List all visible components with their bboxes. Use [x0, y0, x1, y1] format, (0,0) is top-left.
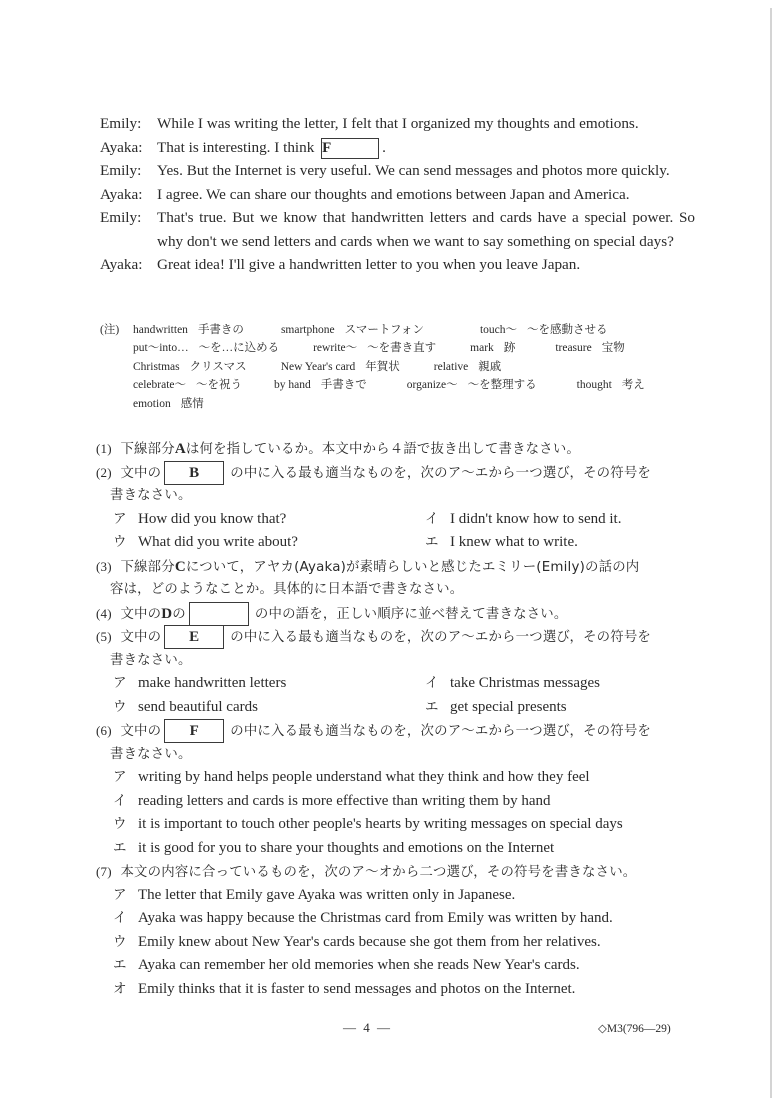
question-text: 文中の — [120, 724, 162, 739]
gloss-english: put～into… — [133, 342, 189, 355]
gloss-entry — [133, 395, 204, 413]
question-text: は何を指しているか。本文中から４語で抜き出して書きなさい。 — [185, 442, 581, 457]
blank-box-b: B — [164, 461, 224, 485]
option-text: send beautiful cards — [138, 698, 258, 715]
notes-list — [133, 321, 700, 413]
scan-edge-line — [770, 8, 772, 1098]
speaker-label: Emily: — [100, 115, 142, 132]
gloss-english: mark — [470, 342, 494, 355]
option — [113, 531, 425, 555]
option-mark: エ — [425, 698, 439, 715]
question-number: (7) — [96, 864, 112, 879]
question-6 — [96, 719, 696, 860]
gloss-entry — [274, 376, 367, 394]
gloss-english: handwritten — [133, 324, 188, 336]
blank-box-e: E — [164, 625, 224, 649]
gloss-entry — [313, 339, 436, 357]
dialogue-line — [100, 206, 695, 253]
question-text: の中に入る最も適当なものを，次のア～エから一つ選び，その符号を — [230, 630, 652, 645]
question-3 — [96, 555, 696, 602]
gloss-entry — [133, 376, 242, 394]
blank-box-f: F — [321, 138, 379, 159]
option — [113, 813, 696, 837]
option-mark: エ — [113, 957, 127, 973]
gloss-entry — [133, 321, 244, 339]
option-text: take Christmas messages — [450, 675, 600, 691]
question-text-cont: 容は，どのようなことか。具体的に日本語で書きなさい。 — [110, 582, 464, 597]
utterance — [157, 136, 695, 160]
utterance: Great idea! I'll give a handwritten letter to you when you leave Japan. — [157, 256, 581, 273]
question-4 — [96, 602, 696, 626]
gloss-entry — [577, 376, 645, 394]
option-text: Ayaka can remember her old memories when she reads New Year's cards. — [138, 957, 580, 973]
question-text-cont: 書きなさい。 — [110, 652, 192, 668]
notes-row — [133, 339, 700, 357]
marker-letter: A — [174, 441, 186, 457]
dialogue-passage — [100, 112, 695, 277]
option-text: it is good for you to share your thoughts and emotions on the Internet — [138, 839, 555, 856]
notes-row — [133, 376, 700, 394]
question-text: の中に入る最も適当なものを，次のア～エから一つ選び，その符号を — [230, 724, 652, 739]
option-text: Emily knew about New Year's cards because she got them from her relatives. — [138, 933, 601, 950]
option — [113, 907, 696, 931]
question-text: の — [172, 606, 186, 622]
gloss-japanese: 手書きで — [320, 379, 367, 392]
utterance-text: . — [382, 138, 386, 156]
gloss-entry — [555, 339, 624, 357]
option-text: reading letters and cards is more effective than writing them by hand — [138, 792, 551, 809]
option — [113, 790, 696, 814]
option-text: How did you know that? — [138, 510, 287, 527]
option-text: writing by hand helps people understand what they think and how they feel — [138, 769, 590, 785]
gloss-japanese: 感情 — [180, 397, 204, 410]
gloss-english: touch～ — [479, 324, 518, 336]
option-mark: イ — [425, 510, 439, 527]
option-text: get special presents — [450, 698, 567, 715]
question-number: (5) — [96, 629, 112, 644]
option-mark: ア — [113, 510, 127, 527]
speaker-label: Ayaka: — [100, 185, 143, 203]
question-text: 文中の — [120, 630, 162, 645]
question-text: 本文の内容に合っているものを，次のア～オから二つ選び，その符号を書きなさい。 — [120, 865, 637, 880]
utterance: That's true. But we know that handwritten letters and cards have a special power. So why don't we send letters and cards when we want to say something on special days? — [157, 209, 695, 250]
option-mark: ウ — [113, 698, 127, 715]
gloss-japanese: スマートフォン — [344, 324, 424, 336]
gloss-english: relative — [433, 360, 469, 373]
question-text: 下線部分 — [120, 559, 175, 575]
gloss-japanese: ～を整理する — [467, 379, 537, 392]
speaker-label: Emily: — [100, 209, 142, 226]
option — [425, 672, 600, 696]
option — [113, 931, 696, 955]
blank-box-f: F — [164, 719, 224, 743]
notes-row — [133, 321, 700, 339]
gloss-english: rewrite～ — [313, 342, 358, 355]
question-text: 下線部分 — [120, 442, 175, 457]
option-mark: イ — [425, 675, 439, 691]
option-mark: オ — [113, 980, 127, 997]
speaker-label: Ayaka: — [100, 256, 143, 273]
option-text: make handwritten letters — [138, 675, 287, 691]
gloss-japanese: ～を…に込める — [198, 342, 280, 355]
question-text: 文中の — [120, 606, 162, 622]
page-number: — 4 — — [343, 1020, 392, 1035]
question-number: (2) — [96, 464, 112, 480]
option — [113, 954, 696, 978]
option — [425, 696, 567, 720]
gloss-japanese: ～を祝う — [196, 379, 242, 392]
option-mark: ア — [113, 886, 127, 903]
gloss-japanese: ～を書き直す — [367, 342, 437, 355]
option-text: I knew what to write. — [450, 534, 578, 550]
question-1 — [96, 437, 696, 461]
question-text: の中に入る最も適当なものを，次のア～エから一つ選び，その符号を — [230, 465, 652, 481]
option — [113, 508, 425, 532]
utterance: While I was writing the letter, I felt that I organized my thoughts and emotions. — [157, 115, 639, 132]
question-text-cont: 書きなさい。 — [110, 746, 192, 762]
question-number: (3) — [96, 558, 112, 574]
option — [113, 672, 425, 696]
option-mark: イ — [113, 792, 127, 809]
option-mark: ア — [113, 675, 127, 691]
gloss-entry — [281, 321, 424, 339]
gloss-japanese: クリスマス — [189, 360, 247, 373]
gloss-japanese: 手書きの — [197, 324, 244, 336]
options — [96, 672, 696, 719]
marker-letter: D — [161, 605, 173, 622]
option-text: it is important to touch other people's hearts by writing messages on special days — [138, 816, 623, 832]
gloss-japanese: 親戚 — [478, 360, 502, 373]
gloss-japanese: 跡 — [503, 342, 516, 355]
gloss-entry — [133, 339, 279, 357]
gloss-japanese: 年賀状 — [365, 360, 400, 373]
question-number: (6) — [96, 723, 112, 738]
option-mark: エ — [425, 534, 439, 550]
option-text: Ayaka was happy because the Christmas card from Emily was written by hand. — [138, 910, 613, 926]
dialogue-line — [100, 112, 695, 136]
questions-section — [96, 437, 696, 1001]
gloss-japanese: ～を感動させる — [527, 324, 608, 336]
gloss-japanese: 宝物 — [601, 342, 625, 355]
option-text: I didn't know how to send it. — [450, 510, 622, 527]
notes-row — [133, 395, 700, 413]
exam-code: ◇M3(796—29) — [598, 1023, 671, 1035]
option-mark: エ — [113, 839, 127, 856]
dialogue-line — [100, 159, 695, 183]
option — [113, 696, 425, 720]
option-mark: ウ — [113, 816, 127, 832]
gloss-english: New Year's card — [280, 360, 356, 373]
gloss-japanese: 考え — [621, 379, 645, 392]
option-mark: イ — [113, 910, 127, 926]
option-text: What did you write about? — [138, 534, 298, 550]
gloss-english: celebrate～ — [133, 379, 186, 392]
options — [96, 508, 696, 555]
option — [113, 766, 696, 790]
notes-row — [133, 358, 700, 376]
option — [113, 978, 696, 1002]
gloss-english: emotion — [133, 397, 171, 410]
marker-letter: C — [174, 558, 186, 575]
gloss-english: treasure — [555, 342, 592, 355]
gloss-english: organize～ — [406, 379, 458, 392]
speaker-label: Emily: — [100, 162, 142, 179]
gloss-english: Christmas — [133, 360, 180, 373]
question-number: (1) — [96, 441, 112, 456]
utterance: Yes. But the Internet is very useful. We can send messages and photos more quickly. — [157, 162, 670, 179]
gloss-entry — [281, 358, 400, 376]
speaker-label: Ayaka: — [100, 138, 143, 156]
option-text: Emily thinks that it is faster to send messages and photos on the Internet. — [138, 980, 576, 997]
gloss-english: by hand — [274, 379, 311, 392]
dialogue-line — [100, 136, 695, 160]
option — [425, 508, 621, 532]
options — [96, 884, 696, 1002]
option-mark: ウ — [113, 534, 127, 550]
utterance-text: That is interesting. I think — [157, 138, 315, 156]
question-5 — [96, 625, 696, 719]
utterance: I agree. We can share our thoughts and emotions between Japan and America. — [157, 185, 630, 203]
dialogue-line — [100, 253, 695, 277]
gloss-entry — [480, 321, 608, 339]
dialogue-line — [100, 183, 695, 207]
question-text-cont: 書きなさい。 — [110, 488, 192, 503]
question-text: 文中の — [120, 465, 162, 481]
gloss-entry — [470, 339, 515, 357]
blank-box-d — [189, 602, 249, 626]
option — [113, 837, 696, 861]
question-7 — [96, 860, 696, 1001]
question-2 — [96, 461, 696, 555]
gloss-entry — [434, 358, 501, 376]
option-mark: ア — [113, 769, 127, 785]
notes-label: (注) — [100, 324, 120, 336]
gloss-entry — [133, 358, 247, 376]
question-text: について，アヤカ(Ayaka)が素晴らしいと感じたエミリー(Emily)の話の内 — [185, 559, 640, 575]
option — [113, 884, 696, 908]
vocabulary-notes — [100, 321, 700, 413]
option-text: The letter that Emily gave Ayaka was written only in Japanese. — [138, 886, 516, 903]
gloss-english: thought — [576, 379, 612, 392]
gloss-english: smartphone — [280, 324, 335, 336]
gloss-entry — [407, 376, 537, 394]
option — [425, 531, 578, 555]
options — [96, 766, 696, 860]
question-number: (4) — [96, 605, 112, 621]
question-text: の中の語を，正しい順序に並べ替えて書きなさい。 — [254, 606, 568, 622]
option-mark: ウ — [113, 933, 127, 950]
